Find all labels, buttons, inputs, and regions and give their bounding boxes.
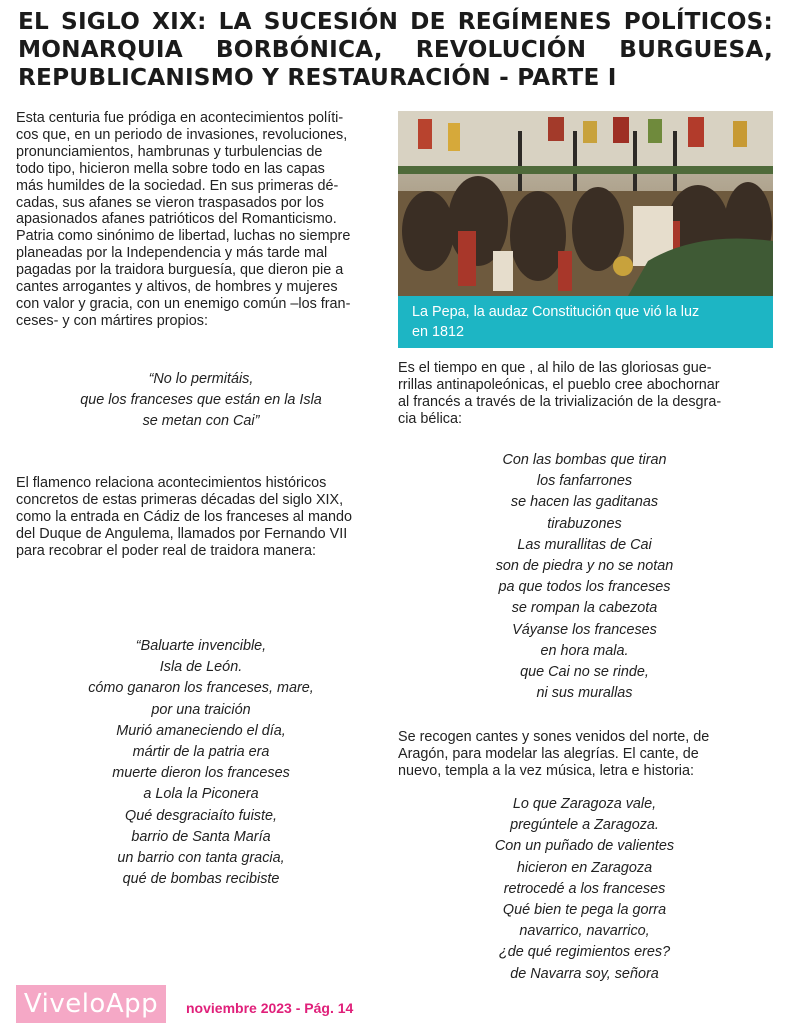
article-title [18,8,773,92]
cortes-de-cadiz-painting [398,111,773,296]
title-line-1: EL SIGLO XIX: LA SUCESIÓN DE REGÍMENES POLÍTICOS: [18,8,773,35]
title-line-2: MONARQUIA BORBÓNICA, REVOLUCIÓN BURGUESA, [18,36,773,63]
photo-caption: La Pepa, la audaz Constitución que vió la luz en 1812 [398,296,773,348]
intro-paragraph: Esta centuria fue pródiga en acontecimientos políti- cos que, en un periodo de invasiones, revoluciones, pronunciamientos, hambrunas y turbulencias de todo tipo, hicieron mella sobre todo en las capas más humildes de la sociedad. En sus primeras dé- cadas, sus afanes se vieron traspasados por los apasionados afanes patrióticos del Romanticismo. Patria como sinónimo de libertad, luchas no siempre planeadas por la Independencia y más tarde mal pagadas por la traidora burguesía, que dieron pie a cantes arrogantes y altivos, de hombres y mujeres con valor y gracia, con un enemigo común –los fran- ceses- y con mártires propios: [16,110,351,329]
quote-zaragoza: Lo que Zaragoza vale, pregúntele a Zaragoza. Con un puñado de valientes hicieron en Zaragoza retrocedé a los franceses Qué bien te pega la gorra navarrico, navarrico, ¿de qué regimientos eres? de Navarra soy, señora [494,796,675,982]
flamenco-paragraph: El flamenco relaciona acontecimientos históricos concretos de estas primeras décadas del siglo XIX, como la entrada en Cádiz de los franceses al mando del Duque de Angulema, llamados por Fernando VII para recobrar el poder real de traidora manera: [16,475,352,559]
tiempo-paragraph: Es el tiempo en que , al hilo de las gloriosas gue- rrillas antinapoleónicas, el pueblo cree abochornar al francés a través de la trivialización de la desgra- cia bélica: [398,360,722,427]
footer-date-page: noviembre 2023 - Pág. 14 [186,1000,354,1016]
quote-isla: “No lo permitáis, que los franceses que están en la Isla se metan con Cai” [80,371,322,430]
norte-paragraph: Se recogen cantes y sones venidos del norte, de Aragón, para modelar las alegrías. El cante, de nuevo, templa a la vez música, letra e historia: [398,729,710,779]
title-line-3: REPUBLICANISMO Y RESTAURACIÓN - PARTE I [18,64,617,91]
viveloapp-logo: ViveloApp [16,985,166,1023]
quote-bombas: Con las bombas que tiran los fanfarrones se hacen las gaditanas tirabuzones Las murallitas de Cai son de piedra y no se notan pa que todos los franceses se rompan la cabezota Váyanse los franceses en hora mala. que Cai no se rinde, ni sus murallas [495,452,674,702]
quote-baluarte: “Baluarte invencible, Isla de León. cómo ganaron los franceses, mare, por una traición Murió amaneciendo el día, mártir de la patria era muerte dieron los franceses a Lola la Piconera Qué desgraciaíto fuiste, barrio de Santa María un barrio con tanta gracia, qué de bombas recibiste [88,638,314,888]
painting-image [398,111,773,296]
